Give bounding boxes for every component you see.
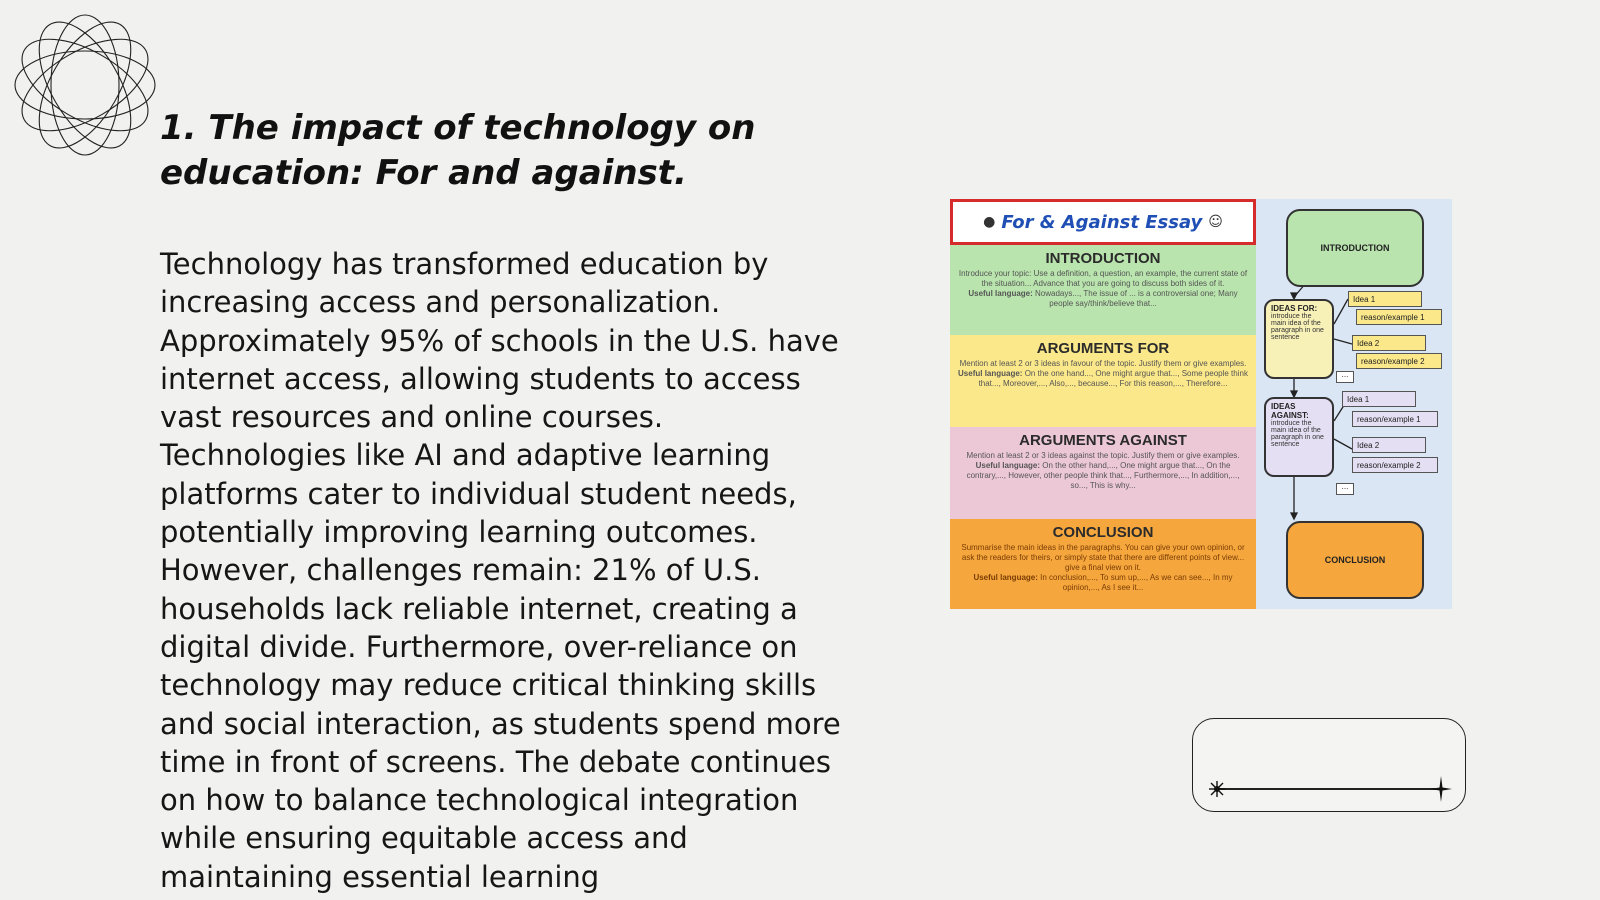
section-useful-language: Useful language: Nowadays..., The issue of ... is a controversial one; Many people say/think/believe that... — [968, 289, 1238, 308]
section-arguments-for — [950, 335, 1256, 427]
section-useful-language: Useful language: On the other hand,..., One might argue that..., On the contrary,..., However, other people think that..., Furthermore,..., In addition,..., so..., This is why... — [966, 461, 1240, 490]
slider-track[interactable] — [1217, 788, 1439, 790]
more-ideas-against-box: ... — [1336, 483, 1354, 495]
orbit-logo-icon — [10, 10, 160, 160]
section-heading: CONCLUSION — [1052, 524, 1154, 541]
reason-example-2-box: reason/example 2 — [1356, 353, 1442, 369]
reason-example-1-against-box: reason/example 1 — [1352, 411, 1438, 427]
infographic-sections — [950, 199, 1256, 609]
idea-2-against-box: Idea 2 — [1352, 437, 1426, 453]
flow-conclusion-box: CONCLUSION — [1286, 521, 1424, 599]
reason-example-1-box: reason/example 1 — [1356, 309, 1442, 325]
section-text: Introduce your topic: Use a definition, a question, an example, the current state of the situation... Advance that you are going to discuss both sides of it. — [958, 269, 1248, 288]
section-introduction — [950, 245, 1256, 335]
section-text: Mention at least 2 or 3 ideas in favour of the topic. Justify them or give examples. — [959, 359, 1247, 368]
section-useful-language: Useful language: In conclusion,..., To sum up,..., As we can see..., In my opinion,..., As I see it... — [973, 573, 1233, 592]
infographic-header — [950, 199, 1256, 245]
star-end-icon — [1430, 776, 1452, 802]
section-text: Mention at least 2 or 3 ideas against the topic. Justify them or give examples. — [966, 451, 1240, 460]
smile-icon: ☺ — [1208, 214, 1223, 230]
more-ideas-box: ... — [1336, 371, 1354, 383]
ideas-for-box: IDEAS FOR: introduce the main idea of the paragraph in one sentence — [1264, 299, 1334, 379]
section-text: Summarise the main ideas in the paragraphs. You can give your own opinion, or ask the readers for theirs, or simply state that there are different points of view... give a final view on it. — [961, 543, 1245, 572]
idea-1-box: Idea 1 — [1348, 291, 1422, 307]
section-heading: ARGUMENTS FOR — [1036, 340, 1170, 357]
idea-2-box: Idea 2 — [1352, 335, 1426, 351]
for-against-essay-infographic — [950, 199, 1452, 609]
essay-flowchart — [1256, 199, 1452, 609]
slide-body-text: Technology has transformed education by increasing access and personalization. Approximately 95% of schools in the U.S. have internet access, allowing students to access vast resources and online courses. Technologies like AI and adaptive learning platforms cater to individual student needs, potentially improving learning outcomes. However, challenges remain: 21% of U.S. households lack reliable internet, creating a digital divide. Furthermore, over-reliance on technology may reduce critical thinking skills and social interaction, as students spend more time in front of screens. The debate continues on how to balance technological integration while ensuring equitable access and maintaining essential learning — [160, 247, 841, 894]
infographic-header-title: For & Against Essay — [1001, 211, 1203, 233]
flow-introduction-box: INTRODUCTION — [1286, 209, 1424, 287]
section-conclusion — [950, 519, 1256, 609]
section-heading: ARGUMENTS AGAINST — [1019, 432, 1187, 449]
section-arguments-against — [950, 427, 1256, 519]
slider-widget[interactable] — [1192, 718, 1466, 812]
slide-title: 1. The impact of technology on education: For and against. — [160, 108, 756, 193]
pen-icon: ● — [983, 214, 996, 230]
section-useful-language: Useful language: On the one hand..., One might argue that..., Some people think that..., Moreover,..., Also,..., because..., For this reason,..., Therefore... — [958, 369, 1248, 388]
ideas-against-box: IDEAS AGAINST: introduce the main idea of the paragraph in one sentence — [1264, 397, 1334, 477]
section-heading: INTRODUCTION — [1045, 250, 1161, 267]
idea-1-against-box: Idea 1 — [1342, 391, 1416, 407]
reason-example-2-against-box: reason/example 2 — [1352, 457, 1438, 473]
sparkle-handle-icon[interactable] — [1207, 779, 1227, 799]
